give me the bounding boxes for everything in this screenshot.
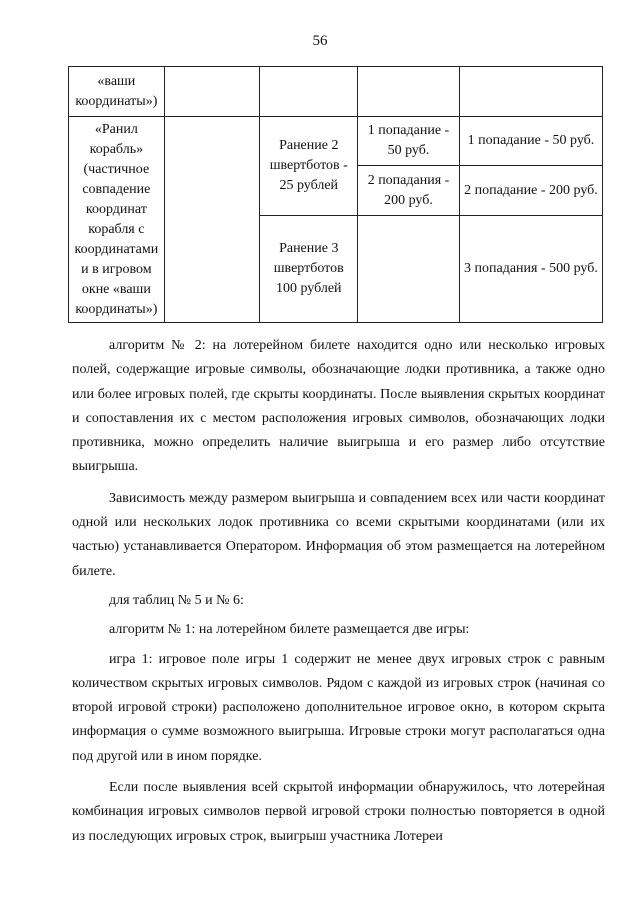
- table-row: [69, 117, 603, 166]
- paragraph: алгоритм № 1: на лотерейном билете размещается две игры:: [109, 622, 470, 638]
- table-cell: [459, 67, 602, 117]
- table-cell: Ранение 3 швертботов 100 рублей: [260, 216, 358, 323]
- table-cell: 2 попадания - 200 руб.: [358, 166, 460, 216]
- table-cell: «ваши координаты»): [69, 67, 165, 117]
- table-cell: 2 попадание - 200 руб.: [459, 166, 602, 216]
- table-cell: «Ранил корабль» (частичное совпадение координат корабля с координатами и в игровом окне «ваши координаты»): [69, 117, 165, 323]
- table-cell: 3 попадания - 500 руб.: [459, 216, 602, 323]
- table-cell: [358, 216, 460, 323]
- paragraph: игра 1: игровое поле игры 1 содержит не менее двух игровых строк с равным количеством скрытых игровых символов. Рядом с каждой из игровых строк (начиная со второй игровой строки) расположено дополнительное игровое окно, в котором скрыта информация о сумме возможного выигрыша. Игровые строки могут располагаться одна под другой или в ином порядке.: [72, 651, 605, 764]
- paragraph: Зависимость между размером выигрыша и совпадением всех или части координат одной или нескольких лодок противника со всеми скрытыми координатами (или их частью) устанавливается Оператором. Информация об этом размещается на лотерейном билете.: [72, 490, 605, 579]
- prize-table: [68, 66, 603, 323]
- table-row: [69, 67, 603, 117]
- table-cell: [260, 67, 358, 117]
- page-number: 56: [312, 33, 328, 49]
- table-cell: Ранение 2 швертботов - 25 рублей: [260, 117, 358, 216]
- body-text: [72, 334, 605, 849]
- paragraph: для таблиц № 5 и № 6:: [109, 592, 244, 608]
- table-cell: 1 попадание - 50 руб.: [358, 117, 460, 166]
- table-cell: [164, 117, 260, 323]
- table-cell: 1 попадание - 50 руб.: [459, 117, 602, 166]
- paragraph: Если после выявления всей скрытой информации обнаружилось, что лотерейная комбинация игровых символов первой игровой строки полностью повторяется в одной из последующих игровых строк, выигрыш участника Лотереи: [72, 780, 605, 844]
- table-cell: [358, 67, 460, 117]
- paragraph: алгоритм № 2: на лотерейном билете находится одно или несколько игровых полей, содержащие игровые символы, обозначающие лодки противника, а также одно или более игровых полей, где скрыты координаты. После выявления скрытых координат и сопоставления их с местом расположения игровых символов, обозначающих лодки противника, можно определить наличие выигрыша и его размер либо отсутствие выигрыша.: [72, 338, 605, 475]
- table-cell: [164, 67, 260, 117]
